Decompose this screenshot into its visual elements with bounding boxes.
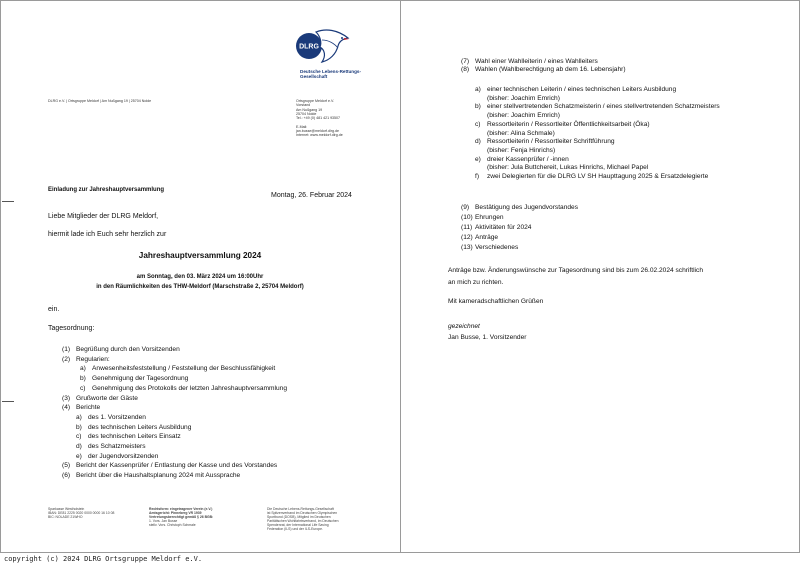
address-line: E-Mail: — [296, 124, 308, 129]
footer-line: Federation (ILS) und der ILS-Europe. — [267, 527, 323, 532]
address-line: Vorstand — [296, 103, 311, 108]
agenda-num: (3) — [62, 394, 71, 402]
copyright-notice: copyright (c) 2024 DLRG Ortsgruppe Meldorf e.V. — [4, 555, 203, 563]
subject-line: Einladung zur Jahreshauptversammlung — [48, 187, 165, 193]
agenda-text: Ehrungen — [475, 213, 504, 221]
agenda-subtext: Genehmigung des Protokolls der letzten Jahreshauptversammlung — [92, 384, 287, 392]
dlrg-eagle-logo-icon — [292, 26, 352, 66]
agenda-letter: a) — [76, 413, 82, 421]
email-address: jan.busse@meldorf.dlrg.de — [296, 129, 340, 134]
election-item — [475, 86, 720, 95]
agenda-letter: f) — [475, 173, 480, 181]
agenda-subitem — [62, 413, 287, 423]
footer-legal — [149, 507, 213, 527]
agenda-text: Verschiedenes — [475, 243, 519, 251]
agenda-item — [461, 203, 578, 213]
agenda-heading: Tagesordnung: — [48, 325, 95, 332]
agenda-num: (12) — [461, 233, 473, 241]
address-block — [296, 99, 343, 138]
agenda-num: (9) — [461, 204, 470, 211]
agenda-list-right-bottom — [461, 203, 578, 253]
agenda-num: (10) — [461, 213, 473, 221]
election-item — [475, 121, 720, 130]
agenda-subitem — [62, 423, 287, 433]
agenda-subtext: des 1. Vorsitzenden — [88, 413, 146, 421]
agenda-list-right-top — [461, 58, 626, 75]
requests-line: an mich zu richten. — [448, 279, 504, 286]
agenda-subitem — [62, 442, 287, 452]
fold-mark-bottom — [2, 401, 14, 402]
agenda-subtext: zwei Delegierten für die DLRG LV SH Haupttagung 2025 & Ersatzdelegierte — [487, 173, 709, 181]
footer-line: Rechtsform: eingetragener Verein (e.V.) — [149, 507, 213, 511]
meeting-title: Jahreshauptversammlung 2024 — [138, 251, 262, 260]
election-previous: (bisher: Fenja Hinrichs) — [487, 146, 556, 154]
closing: Mit kameradschaftlichen Grüßen — [448, 298, 544, 305]
agenda-list-left — [62, 345, 287, 481]
agenda-letter: b) — [475, 103, 481, 111]
footer-line: ist Spitzenverband im Deutschen Olympischen — [267, 511, 338, 516]
fold-mark-top — [2, 201, 14, 202]
org-name-line2: Gesellschaft — [300, 74, 328, 80]
agenda-num: (6) — [62, 472, 71, 480]
election-previous: (bisher: Joachim Emrich) — [487, 112, 560, 120]
agenda-subitem — [62, 384, 287, 394]
agenda-text: Berichte — [76, 404, 101, 412]
website: Internet: www.meldorf.dlrg.de — [296, 133, 343, 138]
agenda-item — [461, 243, 578, 253]
agenda-text: Bericht der Kassenprüfer / Entlastung der Kasse und des Vorstandes — [76, 462, 278, 470]
footer-line: stellv. Vors. Christoph Schmale — [149, 523, 196, 528]
sender-line: DLRG e.V. | Ortsgruppe Meldorf | Am Nußgang 19 | 25704 Nolde — [48, 99, 152, 103]
footer-line: BIC: NOLADE 21WHO — [48, 515, 83, 520]
address-line: Am Nußgang 19 — [296, 107, 323, 112]
org-name — [300, 69, 361, 80]
agenda-letter: b) — [80, 375, 86, 383]
election-item — [475, 173, 720, 182]
agenda-letter: d) — [475, 138, 481, 146]
address-line: Tel.: +49 (0) 481 421 93507 — [296, 116, 341, 121]
signed-label: gezeichnet — [448, 323, 480, 330]
election-previous: (bisher: Alina Schmale) — [487, 129, 555, 137]
dlrg-logo — [292, 26, 352, 66]
agenda-letter: a) — [475, 86, 481, 93]
agenda-text: Bestätigung des Jugendvorstandes — [475, 204, 579, 211]
meeting-when: am Sonntag, den 03. März 2024 um 16:00Uhr — [136, 274, 264, 280]
agenda-letter: a) — [80, 365, 86, 373]
agenda-subtext: des technischen Leiters Einsatz — [88, 433, 181, 441]
agenda-item — [62, 461, 287, 471]
agenda-text: Grußworte der Gäste — [76, 394, 138, 402]
requests-paragraph — [448, 265, 703, 289]
agenda-num: (1) — [62, 346, 71, 353]
agenda-subitem — [62, 432, 287, 442]
agenda-item — [62, 403, 287, 413]
agenda-text: Bericht über die Haushaltsplanung 2024 mit Aussprache — [76, 472, 241, 480]
agenda-subitem — [62, 452, 287, 462]
agenda-letter: d) — [76, 443, 82, 451]
address-line: Ortsgruppe Meldorf e.V. — [296, 99, 335, 103]
agenda-text: Begrüßung durch den Vorsitzenden — [76, 346, 180, 353]
agenda-text: Wahlen (Wahlberechtigung ab dem 16. Lebensjahr) — [475, 66, 626, 74]
org-name-line1: Deutsche Lebens-Rettungs- — [300, 69, 362, 74]
agenda-subtext: einer technischen Leiterin / eines technischen Leiters Ausbildung — [487, 86, 677, 93]
agenda-item — [62, 345, 287, 355]
agenda-subitem — [62, 364, 287, 374]
agenda-text: Wahl einer Wahlleiterin / eines Wahlleiters — [475, 58, 598, 65]
election-item — [475, 103, 720, 112]
signer: Jan Busse, 1. Vorsitzender — [448, 334, 527, 341]
election-item — [475, 138, 720, 147]
agenda-text: Regularien: — [76, 355, 110, 363]
agenda-subtext: einer stellvertretenden Schatzmeisterin / eines stellvertretenden Schatzmeisters — [487, 103, 720, 111]
intro-text: hiermit lade ich Euch sehr herzlich zur — [48, 231, 167, 238]
agenda-letter: c) — [80, 384, 86, 392]
salutation: Liebe Mitglieder der DLRG Meldorf, — [48, 213, 159, 220]
agenda-subtext: Ressortleiterin / Ressortleiter Schriftführung — [487, 138, 615, 146]
footer-line: 1. Vors. Jan Busse — [149, 519, 178, 524]
footer-about — [267, 507, 339, 532]
election-previous: (bisher: Joachim Emrich) — [487, 94, 560, 102]
agenda-item — [62, 471, 287, 481]
agenda-text: Aktivitäten für 2024 — [475, 223, 532, 231]
agenda-subtext: Anwesenheitsfeststellung / Feststellung der Beschlussfähigkeit — [92, 365, 276, 373]
agenda-subtext: dreier Kassenprüfer / -innen — [487, 155, 569, 163]
address-line: 25704 Nolde — [296, 111, 317, 116]
letter-date: Montag, 26. Februar 2024 — [271, 192, 352, 199]
agenda-item — [461, 58, 626, 66]
page-divider — [400, 0, 401, 553]
agenda-item — [461, 213, 578, 223]
footer-line: Sportbund (DOSB), Mitglied im Deutschen — [267, 515, 331, 520]
agenda-num: (5) — [62, 462, 71, 470]
agenda-subtext: Ressortleiterin / Ressortleiter Öffentlichkeitsarbeit (Öka) — [487, 120, 650, 128]
agenda-num: (2) — [62, 355, 71, 363]
footer-line: Amtsgericht: Pinneberg VR 1939 — [149, 511, 202, 516]
agenda-item — [461, 223, 578, 233]
footer-line: Die Deutsche Lebens-Rettungs-Gesellschaft — [267, 507, 334, 511]
agenda-num: (11) — [461, 223, 473, 231]
agenda-letter: e) — [475, 155, 481, 163]
requests-line: Anträge bzw. Änderungswünsche zur Tagesordnung sind bis zum 26.02.2024 schriftlich — [448, 267, 703, 274]
agenda-text: Anträge — [475, 233, 499, 241]
footer-line: IBAN: DE81 2225 0020 0000 0000 16 10 08 — [48, 511, 115, 516]
footer-line: Vertretungsberechtigt gemäß § 26 BGB: — [149, 515, 214, 520]
agenda-subtext: der Jugendvorsitzenden — [88, 452, 159, 460]
agenda-item — [461, 233, 578, 243]
agenda-letter: c) — [475, 120, 481, 128]
footer-line: Paritätischen Wohlfahrtsverband, im Deutschen — [267, 519, 339, 524]
agenda-letter: b) — [76, 423, 82, 431]
agenda-subtext: Genehmigung der Tagesordnung — [92, 375, 189, 383]
agenda-num: (13) — [461, 243, 473, 251]
footer-line: Sparkasse Westholstein — [48, 507, 85, 511]
election-previous: (bisher: Jula Buttchereit, Lukas Hinrichs, Michael Papel — [487, 164, 649, 172]
agenda-num: (8) — [461, 66, 470, 74]
footer-bank — [48, 507, 114, 519]
agenda-item — [461, 66, 626, 74]
agenda-num: (4) — [62, 404, 71, 412]
agenda-subtext: des Schatzmeisters — [88, 443, 146, 451]
footer-line: Spendenrat, der International Life Saving — [267, 523, 329, 528]
agenda-letter: e) — [76, 452, 82, 460]
svg-text:DLRG: DLRG — [299, 43, 319, 51]
ein-text: ein. — [48, 306, 60, 313]
agenda-letter: c) — [76, 433, 82, 441]
agenda-num: (7) — [461, 58, 470, 65]
agenda-subtext: des technischen Leiters Ausbildung — [88, 423, 192, 431]
election-item — [475, 156, 720, 165]
meeting-where: in den Räumlichkeiten des THW-Meldorf (Marschstraße 2, 25704 Meldorf) — [96, 284, 304, 290]
agenda-item — [62, 394, 287, 404]
agenda-item — [62, 355, 287, 365]
election-list — [475, 86, 720, 182]
agenda-subitem — [62, 374, 287, 384]
